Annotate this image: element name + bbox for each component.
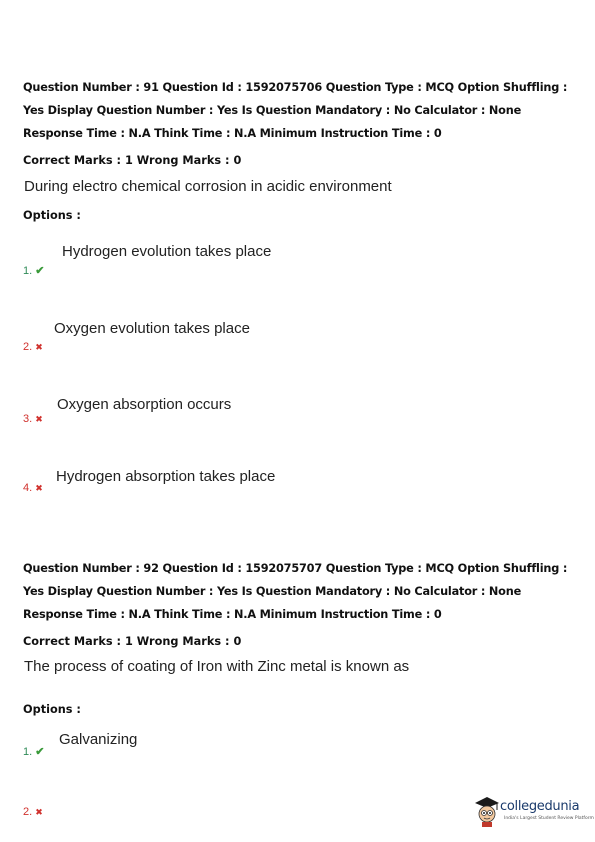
option-number: 2. xyxy=(23,806,33,818)
cross-icon: ✖ xyxy=(35,342,43,352)
q91-option-3-text[interactable]: Oxygen absorption occurs xyxy=(57,396,232,413)
check-icon: ✔ xyxy=(35,265,45,277)
option-number: 2. xyxy=(23,341,33,353)
q91-option-4-number xyxy=(23,482,43,494)
collegedunia-logo xyxy=(473,795,594,829)
question-92-options-label: Options : xyxy=(23,703,81,716)
logo-name: collegedunia xyxy=(500,799,580,814)
question-91-meta: Question Number : 91 Question Id : 1592075706 Question Type : MCQ Option Shuffling : Yes Display Question Number : Yes Is Question Mandatory : No Calculator : None Response Time : N.A Think Time : N.A Minimum Instruction Time : 0 xyxy=(23,81,568,140)
q92-option-2-number xyxy=(23,806,43,818)
q91-option-2-number xyxy=(23,341,43,353)
option-number: 4. xyxy=(23,482,33,494)
option-number: 1. xyxy=(23,265,33,277)
question-92-meta: Question Number : 92 Question Id : 1592075707 Question Type : MCQ Option Shuffling : Yes Display Question Number : Yes Is Question Mandatory : No Calculator : None Response Time : N.A Think Time : N.A Minimum Instruction Time : 0 xyxy=(23,562,568,621)
q92-option-1-text[interactable]: Galvanizing xyxy=(59,731,138,748)
cross-icon: ✖ xyxy=(35,483,43,493)
q91-option-1-number xyxy=(23,264,44,277)
question-92-marks: Correct Marks : 1 Wrong Marks : 0 xyxy=(23,635,242,648)
q91-option-4-text[interactable]: Hydrogen absorption takes place xyxy=(56,468,276,485)
check-icon: ✔ xyxy=(35,746,45,758)
question-92-text: The process of coating of Iron with Zinc metal is known as xyxy=(24,658,410,675)
question-91-options-label: Options : xyxy=(23,209,81,222)
q91-option-2-text[interactable]: Oxygen evolution takes place xyxy=(54,320,250,337)
option-number: 1. xyxy=(23,746,33,758)
question-91-marks: Correct Marks : 1 Wrong Marks : 0 xyxy=(23,154,242,167)
cross-icon: ✖ xyxy=(35,414,43,424)
logo-tagline: India's Largest Student Review Platform xyxy=(504,816,594,821)
q91-option-1-text[interactable]: Hydrogen evolution takes place xyxy=(62,243,272,260)
cross-icon: ✖ xyxy=(35,807,43,817)
option-number: 3. xyxy=(23,413,33,425)
q92-option-1-number xyxy=(23,745,44,758)
mascot-icon xyxy=(473,795,501,827)
question-91-text: During electro chemical corrosion in acidic environment xyxy=(24,178,392,195)
q91-option-3-number xyxy=(23,413,43,425)
